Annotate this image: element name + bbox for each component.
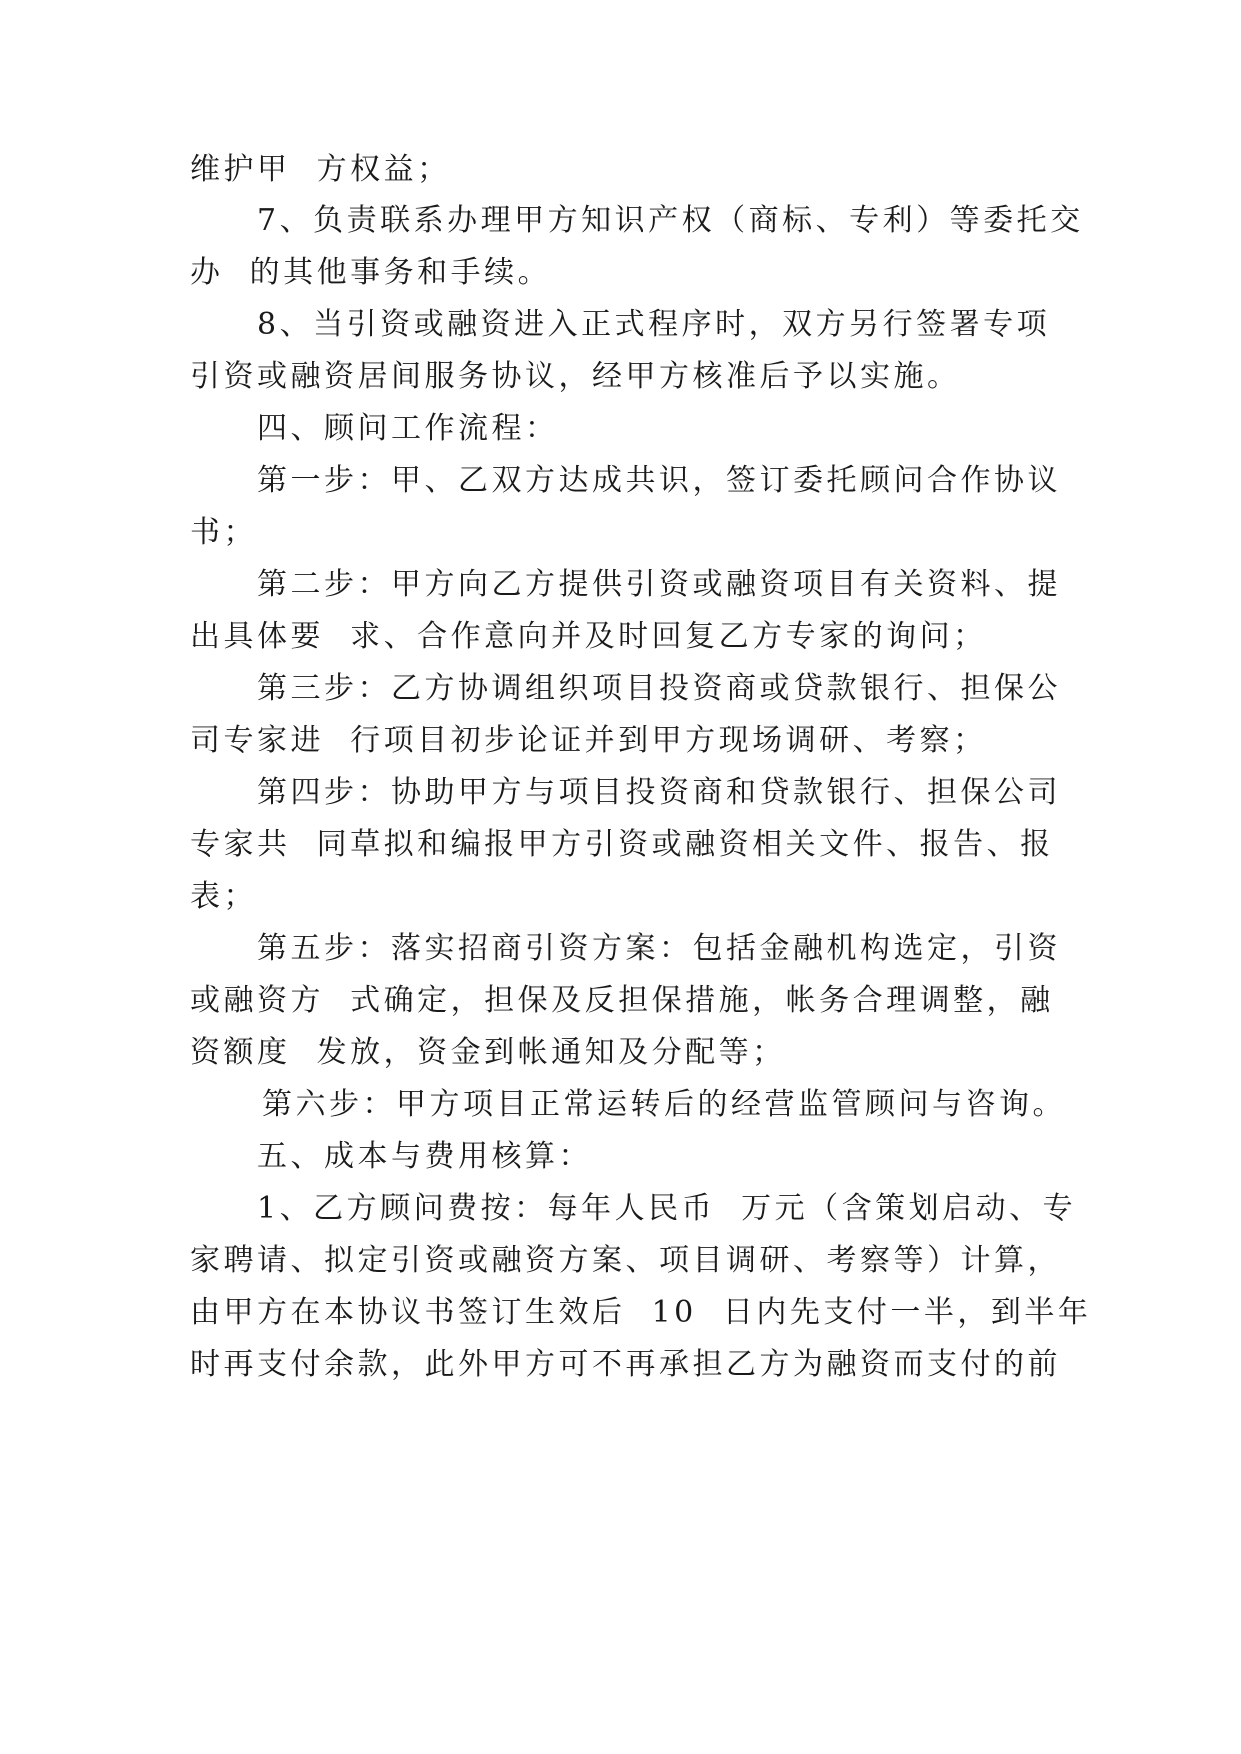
text-line: 引资或融资居间服务协议，经甲方核准后予以实施。 <box>190 359 961 394</box>
text-line: 家聘请、拟定引资或融资方案、项目调研、考察等）计算， <box>190 1243 1061 1278</box>
text-line: 司专家进 行项目初步论证并到甲方现场调研、考察； <box>190 723 987 758</box>
section-heading: 四、顾问工作流程： <box>257 411 559 446</box>
text-line: 7、负责联系办理甲方知识产权（商标、专利）等委托交 <box>257 203 1084 238</box>
text-line: 1、乙方顾问费按：每年人民币 万元（含策划启动、专 <box>257 1191 1077 1226</box>
section-heading: 五、成本与费用核算： <box>257 1139 592 1174</box>
text-line: 第四步：协助甲方与项目投资商和贷款银行、担保公司 <box>257 775 1061 810</box>
text-line: 第五步：落实招商引资方案：包括金融机构选定，引资 <box>257 931 1061 966</box>
text-line: 办 的其他事务和手续。 <box>190 255 552 290</box>
text-line: 书； <box>190 515 257 550</box>
text-line: 维护甲 方权益； <box>190 152 451 187</box>
text-line: 时再支付余款，此外甲方可不再承担乙方为融资而支付的前 <box>190 1347 1061 1382</box>
text-line: 资额度 发放，资金到帐通知及分配等； <box>190 1035 786 1070</box>
text-line: 由甲方在本协议书签订生效后 10 日内先支付一半，到半年 <box>190 1295 1092 1330</box>
text-line: 第六步：甲方项目正常运转后的经营监管顾问与咨询。 <box>262 1087 1066 1122</box>
text-line: 或融资方 式确定，担保及反担保措施，帐务合理调整，融 <box>190 983 1054 1018</box>
text-line: 专家共 同草拟和编报甲方引资或融资相关文件、报告、报 <box>190 827 1054 862</box>
text-line: 表； <box>190 879 257 914</box>
text-line: 第一步：甲、乙双方达成共识，签订委托顾问合作协议 <box>257 463 1061 498</box>
text-line: 第二步：甲方向乙方提供引资或融资项目有关资料、提 <box>257 567 1061 602</box>
text-line: 出具体要 求、合作意向并及时回复乙方专家的询问； <box>190 619 987 654</box>
text-line: 8、当引资或融资进入正式程序时，双方另行签署专项 <box>257 307 1051 342</box>
text-line: 第三步：乙方协调组织项目投资商或贷款银行、担保公 <box>257 671 1061 706</box>
